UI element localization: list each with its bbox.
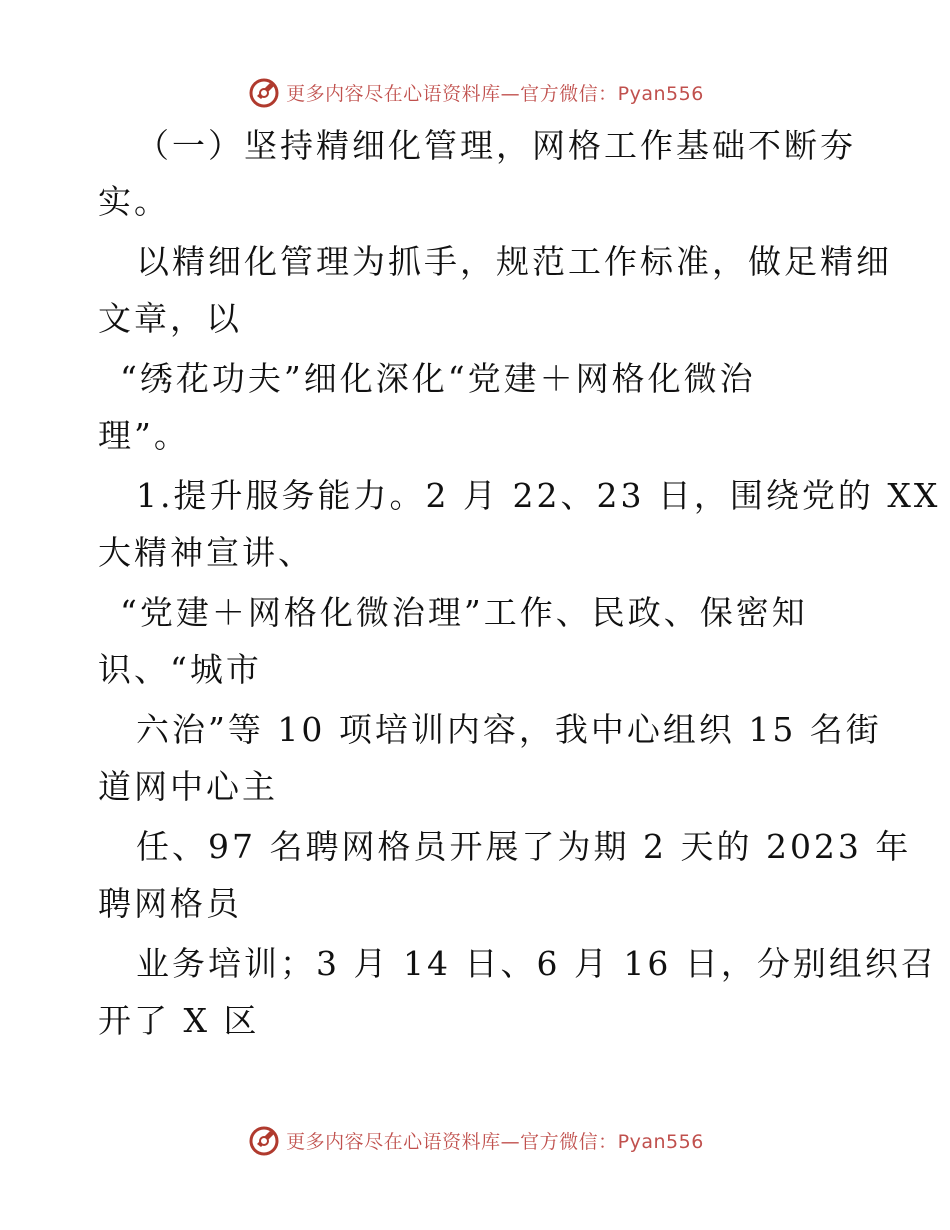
text-line: 理”。 [98,416,190,455]
text-line: 聘网格员 [98,884,242,923]
footer-watermark [0,1118,950,1162]
text-line: 文章，以 [98,299,242,338]
text-line: “绣花功夫”细化深化“党建＋网格化微治 [120,359,756,398]
text-line: 六治”等 10 项培训内容，我中心组织 15 名街 [136,710,882,749]
seal-logo-icon [246,1122,282,1158]
text-line: 实。 [98,182,170,221]
text-line: 1.提升服务能力。2 月 22、23 日，围绕党的 XX [136,476,941,515]
text-line: （一）坚持精细化管理，网格工作基础不断夯 [136,126,856,165]
text-line: 道网中心主 [98,767,278,806]
seal-logo-icon [246,74,282,110]
text-line: 任、97 名聘网格员开展了为期 2 天的 2023 年 [136,827,912,866]
text-line: 以精细化管理为抓手，规范工作标准，做足精细 [136,242,892,281]
text-line: 业务培训；3 月 14 日、6 月 16 日，分别组织召 [136,944,937,983]
text-line: 开了 X 区 [98,1001,260,1040]
header-watermark [0,70,950,114]
text-line: “党建＋网格化微治理”工作、民政、保密知 [120,593,808,632]
text-line: 大精神宣讲、 [98,533,314,572]
watermark-text: 更多内容尽在心语资料库—官方微信：Pyan556 [286,82,704,105]
text-line: 识、“城市 [98,650,262,689]
watermark-text: 更多内容尽在心语资料库—官方微信：Pyan556 [286,1130,704,1153]
